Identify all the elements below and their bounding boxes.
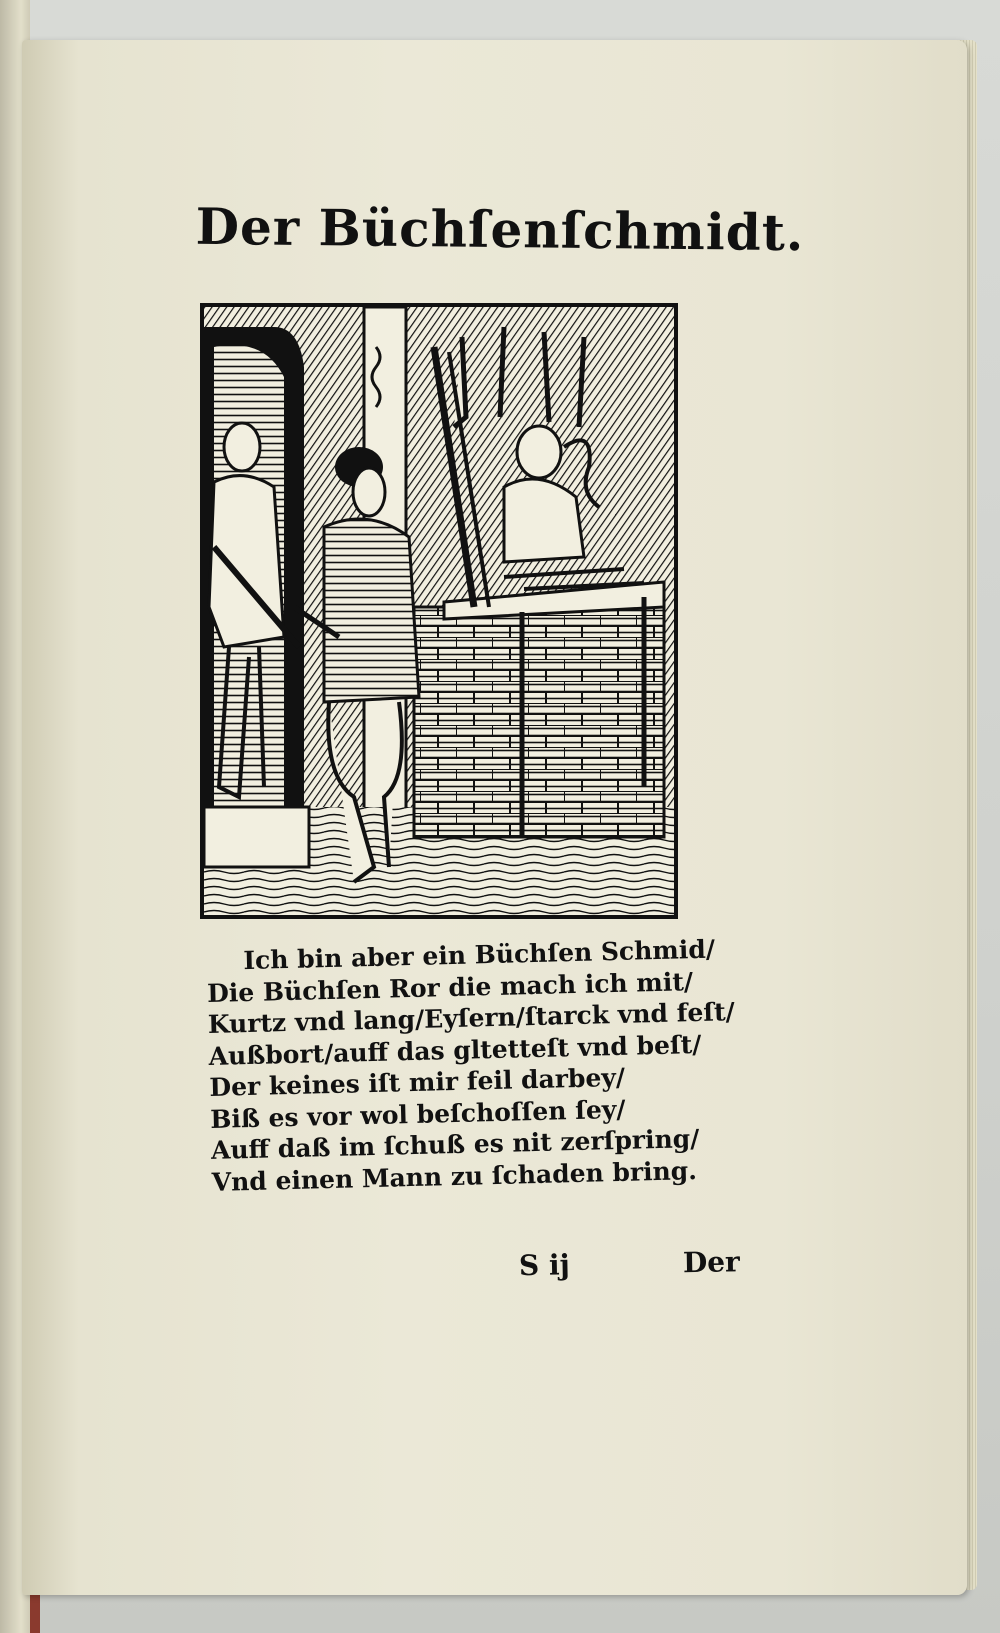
woodcut-gunsmith-workshop-illustration (204, 307, 674, 915)
verse-line: Außbort/auff das gltetteſt vnd beſt/ (208, 1029, 702, 1071)
catchword: Der (682, 1245, 741, 1280)
signature-mark: S ij (518, 1248, 570, 1283)
woodcut-illustration (200, 303, 678, 919)
verse-block (206, 932, 772, 1198)
verse-line: Der keines iſt mir feil darbey/ (209, 1062, 626, 1102)
verse-line: Vnd einen Mann zu ſchaden bring. (211, 1155, 698, 1197)
verse-line: Die Büchſen Ror die mach ich mit/ (206, 966, 694, 1008)
page-footer (519, 1245, 760, 1289)
page-title: Der Büchſenſchmidt. (195, 196, 805, 263)
verse-line: Auff daß im ſchuß es nit zerſpring/ (210, 1124, 700, 1165)
verse-line: Kurtz vnd lang/Eyſern/ſtarck vnd feſt/ (207, 997, 736, 1039)
verse-line: Ich bin aber ein Büchſen Schmid/ (243, 934, 716, 976)
verse-line: Biß es vor wol beſchoſſen ſey/ (209, 1094, 626, 1134)
